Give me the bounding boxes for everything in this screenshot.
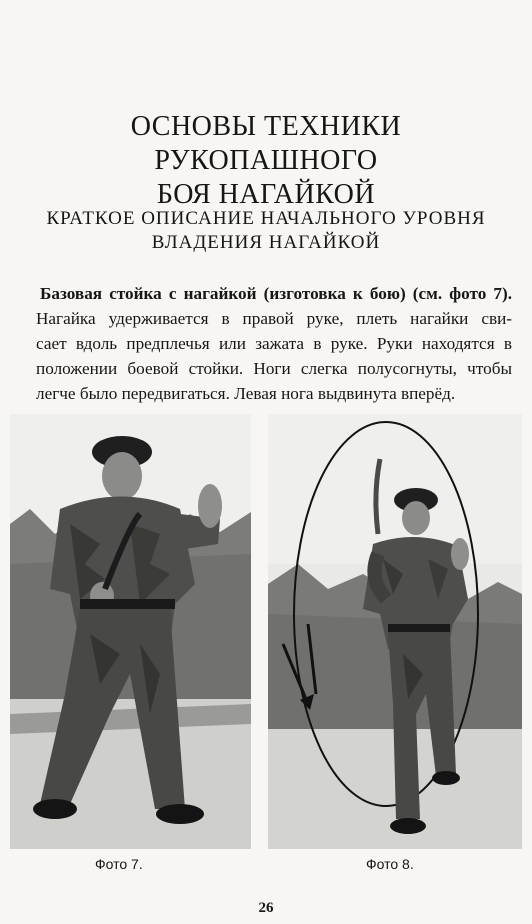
paragraph-lead: Базовая стойка с нагайкой (изготовка к бою) (см. фото 7). — [40, 284, 512, 303]
paragraph-line: Нагайка удерживается в правой руке, плеть нагайки сви- — [36, 309, 512, 328]
photo-8-image — [268, 414, 522, 849]
photo-7 — [10, 414, 251, 849]
paragraph-line: легче было передвигаться. Левая нога выдвинута вперёд. — [36, 384, 456, 403]
page-number: 26 — [258, 900, 274, 916]
chapter-title-line1: ОСНОВЫ ТЕХНИКИ РУКОПАШНОГО — [130, 111, 402, 176]
paragraph-line: сает вдоль предплечья или зажата в руке. Руки находятся в — [36, 334, 512, 353]
photo-7-caption: Фото 7. — [95, 856, 143, 872]
section-title-line1: КРАТКОЕ ОПИСАНИЕ НАЧАЛЬНОГО УРОВНЯ — [46, 208, 486, 229]
paragraph-line: положении боевой стойки. Ноги слегка полусогнуты, чтобы — [36, 359, 512, 378]
photo-8 — [268, 414, 522, 849]
chapter-title-line2: БОЯ НАГАЙКОЙ — [156, 179, 376, 210]
photo-7-image — [10, 414, 251, 849]
section-title-line2: ВЛАДЕНИЯ НАГАЙКОЙ — [151, 232, 381, 253]
section-title — [20, 207, 512, 255]
chapter-title — [20, 110, 512, 212]
body-paragraph — [36, 281, 512, 406]
photo-8-caption: Фото 8. — [366, 856, 414, 872]
